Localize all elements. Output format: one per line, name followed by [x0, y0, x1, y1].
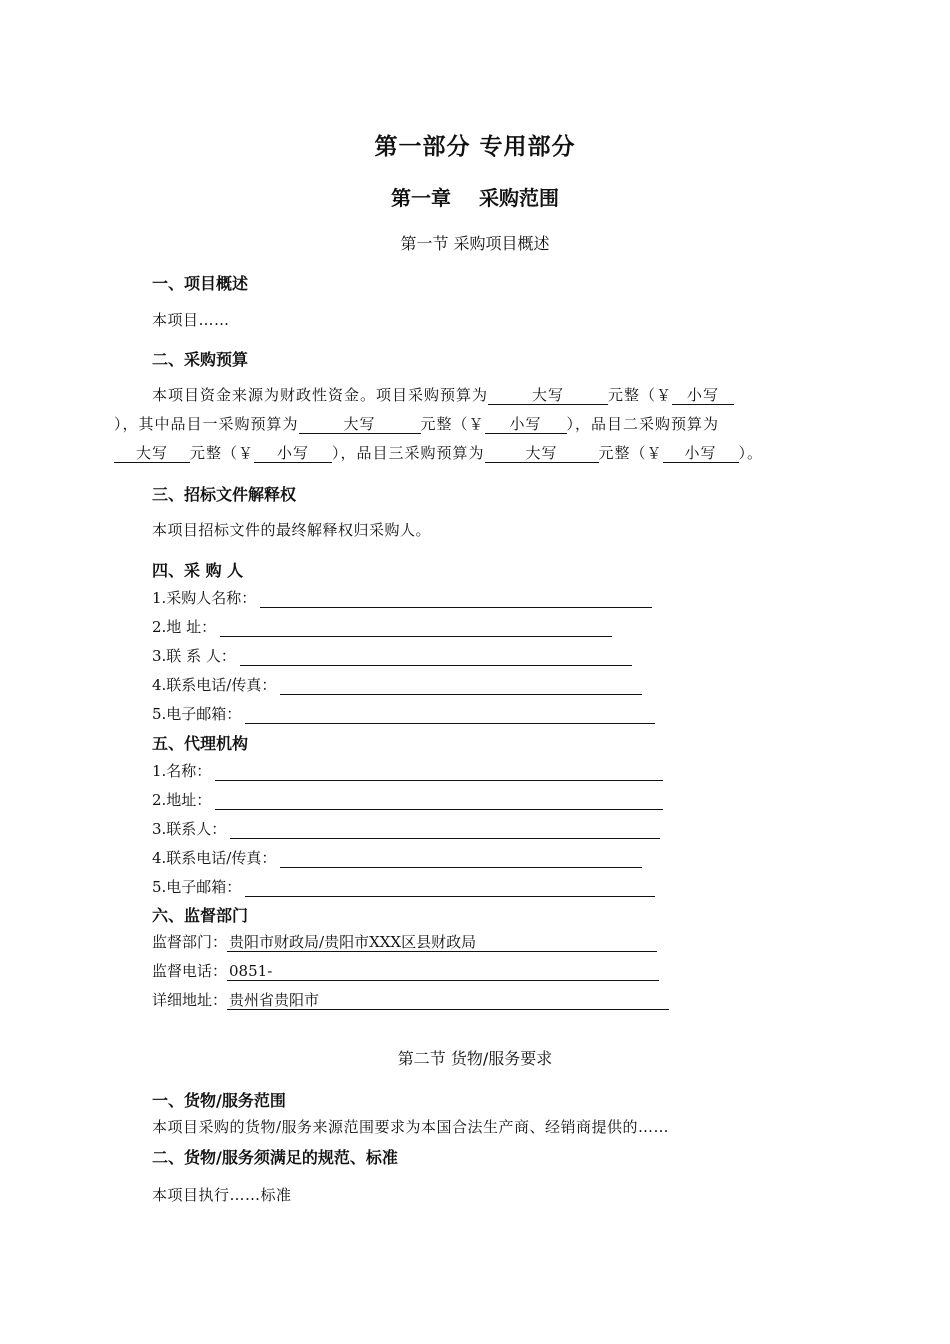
budget-end: ）。 [738, 444, 764, 462]
budget-line-1 [152, 384, 876, 405]
agency-address-field: 2.地址： [152, 789, 663, 810]
heading-goods-scope: 一、货物/服务范围 [152, 1091, 286, 1110]
standards-text: 本项目执行……标准 [152, 1186, 292, 1204]
agency-name-blank [215, 764, 663, 781]
agency-phone-blank [280, 851, 642, 868]
section2-title: 第二节 货物/服务要求 [397, 1049, 553, 1068]
agency-name-field: 1.名称： [152, 760, 663, 781]
budget-item1-big: 大写 [299, 416, 421, 434]
purchaser-address-blank [220, 620, 612, 637]
purchaser-phone-field: 4.联系电话/传真： [152, 674, 642, 695]
purchaser-email-blank [245, 707, 655, 724]
budget-lead: 本项目资金来源为财政性资金。项目采购预算为 [152, 386, 489, 404]
interpretation-text: 本项目招标文件的最终解释权归采购人。 [152, 521, 432, 539]
agency-contact-field: 3.联系人： [152, 818, 660, 839]
heading-budget: 二、采购预算 [152, 350, 249, 369]
heading-agency: 五、代理机构 [152, 734, 249, 753]
budget-line-2 [114, 413, 838, 434]
purchaser-contact-field: 3.联 系 人： [152, 645, 632, 666]
budget-item1-lead: ），其中品目一采购预算为 [114, 415, 299, 433]
budget-total-small: 小写 [672, 387, 734, 405]
supervision-address-row: 详细地址： 贵州省贵阳市 [152, 989, 669, 1010]
agency-phone-field: 4.联系电话/传真： [152, 847, 642, 868]
budget-yuan-2: 元整（￥ [420, 415, 485, 433]
purchaser-name-blank [260, 591, 652, 608]
purchaser-name-field: 1.采购人名称： [152, 587, 652, 608]
budget-total-big: 大写 [488, 387, 608, 405]
budget-item2-lead: ），品目二采购预算为 [566, 415, 720, 433]
section1-title: 第一节 采购项目概述 [400, 234, 550, 253]
project-overview-text: 本项目…… [152, 311, 230, 329]
purchaser-contact-blank [240, 649, 632, 666]
goods-scope-text: 本项目采购的货物/服务来源范围要求为本国合法生产商、经销商提供的…… [152, 1118, 670, 1136]
budget-yuan-4: 元整（￥ [598, 444, 663, 462]
supervision-phone-row: 监督电话： 0851- [152, 960, 659, 981]
chapter-name: 采购范围 [479, 186, 559, 210]
budget-item3-big: 大写 [485, 445, 599, 463]
agency-email-blank [245, 880, 655, 897]
purchaser-phone-blank [280, 678, 642, 695]
part-title: 第一部分 专用部分 [374, 133, 576, 160]
heading-interpretation: 三、招标文件解释权 [152, 485, 297, 504]
agency-contact-blank [230, 822, 660, 839]
budget-item2-big: 大写 [114, 445, 190, 463]
budget-item3-lead: ），品目三采购预算为 [332, 444, 485, 462]
chapter-title [0, 182, 950, 211]
budget-item1-small: 小写 [485, 416, 567, 434]
heading-supervision: 六、监督部门 [152, 906, 249, 925]
heading-purchaser: 四、采 购 人 [152, 561, 244, 580]
budget-line-3 [114, 442, 838, 463]
purchaser-address-field: 2.地 址： [152, 616, 612, 637]
agency-email-field: 5.电子邮箱： [152, 876, 655, 897]
supervision-dept-value: 贵阳市财政局/贵阳市XXX区县财政局 [227, 933, 657, 952]
supervision-address-value: 贵州省贵阳市 [227, 991, 669, 1010]
heading-project-overview: 一、项目概述 [152, 274, 249, 293]
supervision-dept-row: 监督部门： 贵阳市财政局/贵阳市XXX区县财政局 [152, 931, 657, 952]
budget-yuan-3: 元整（￥ [190, 444, 255, 462]
purchaser-email-field: 5.电子邮箱： [152, 703, 655, 724]
heading-standards: 二、货物/服务须满足的规范、标准 [152, 1148, 398, 1167]
budget-yuan-1: 元整（￥ [608, 386, 673, 404]
budget-item2-small: 小写 [254, 445, 332, 463]
agency-address-blank [215, 793, 663, 810]
supervision-phone-value: 0851- [227, 962, 659, 981]
chapter-number: 第一章 [391, 186, 451, 210]
budget-item3-small: 小写 [663, 445, 739, 463]
